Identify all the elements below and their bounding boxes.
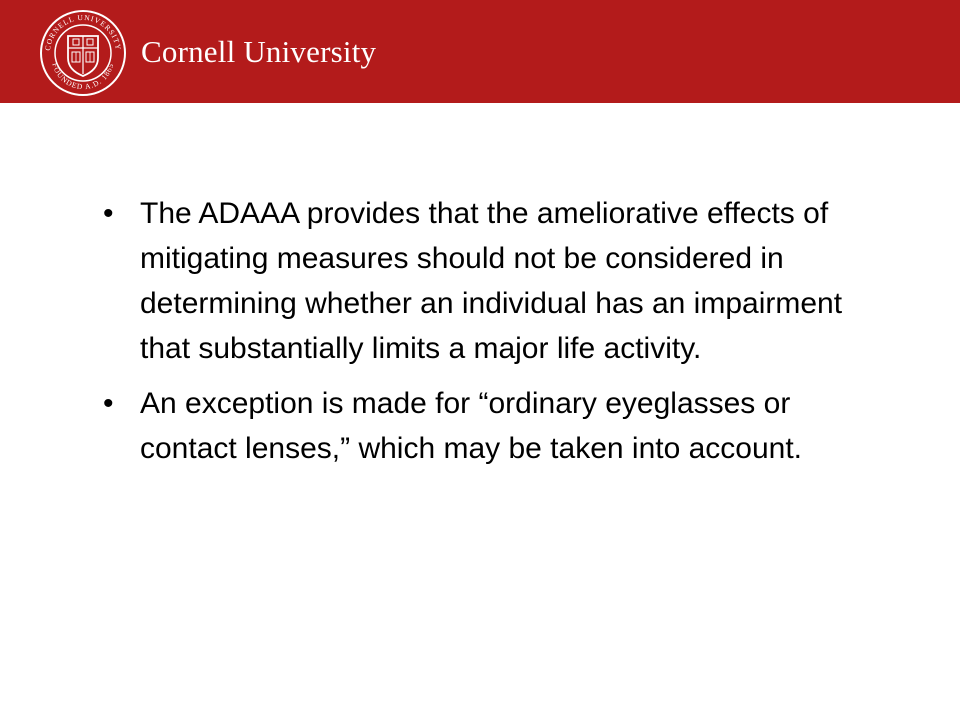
brand-name: Cornell University (141, 34, 377, 69)
bullet-item (103, 381, 863, 471)
svg-text:CORNELL UNIVERSITY: CORNELL UNIVERSITY (43, 12, 123, 52)
bullet-marker: • (103, 197, 114, 230)
header-bar (0, 0, 960, 103)
bullet-marker: • (103, 387, 114, 420)
svg-text:FOUNDED A.D. 1865: FOUNDED A.D. 1865 (50, 61, 116, 92)
bullet-text: An exception is made for “ordinary eyeglasses or contact lenses,” which may be taken into account. (140, 387, 803, 465)
bullet-item (103, 191, 863, 371)
bullet-text: The ADAAA provides that the ameliorative effects of mitigating measures should not be considered in determining whether an individual has an impairment that substantially limits a major life activity. (140, 197, 843, 365)
bullet-list (103, 191, 863, 481)
cornell-seal-icon (38, 8, 128, 98)
